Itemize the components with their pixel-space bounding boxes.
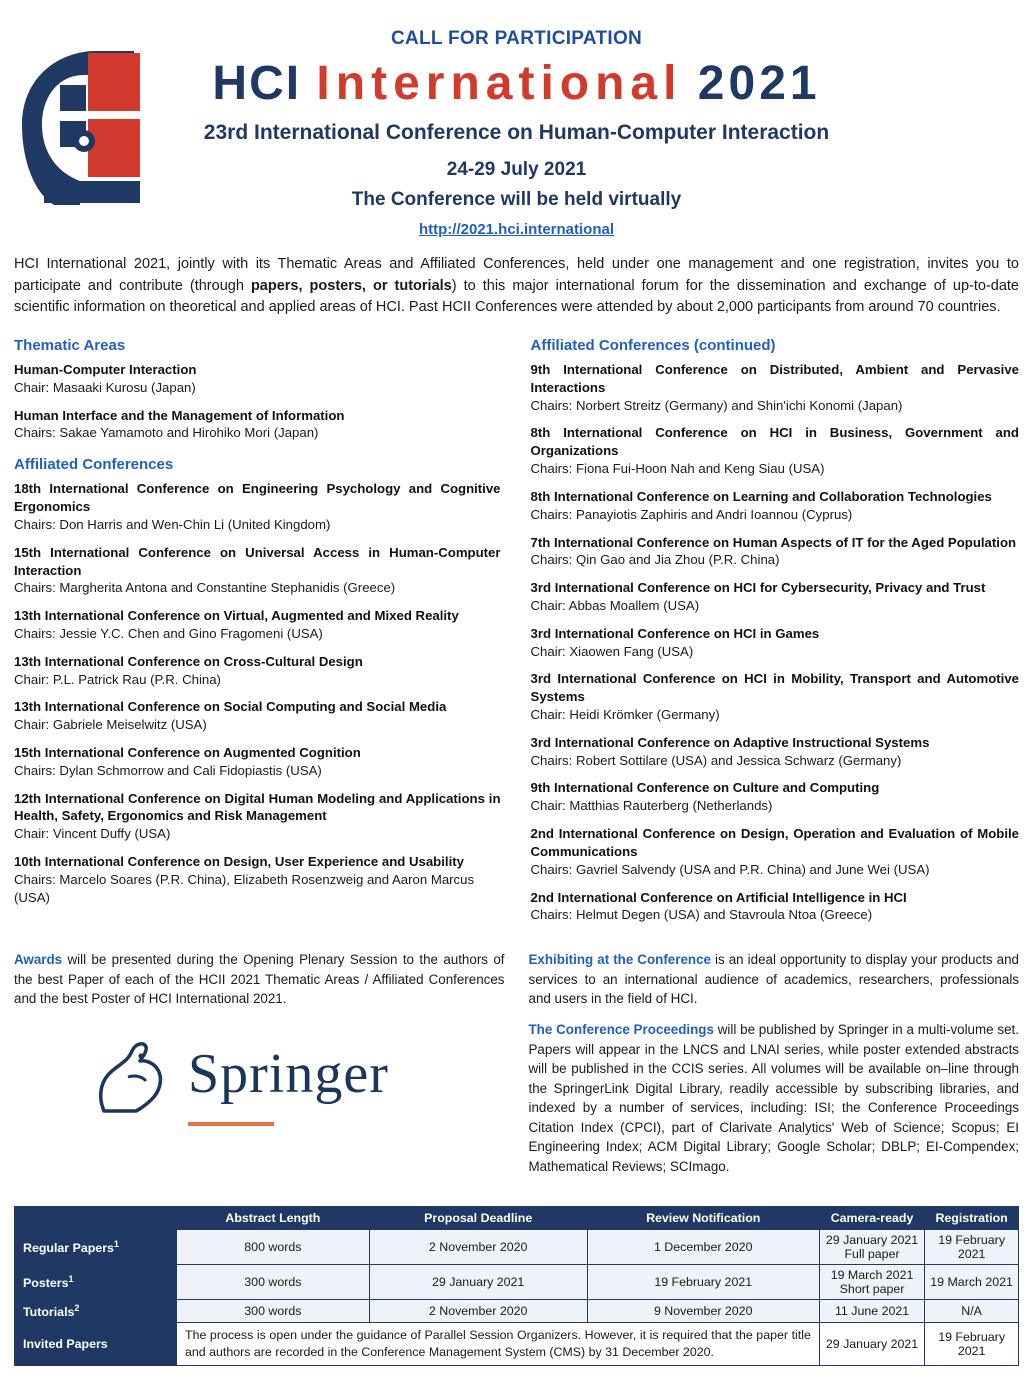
exhibiting-label: Exhibiting at the Conference	[528, 952, 711, 968]
cell-registration: 19 February 2021	[925, 1229, 1019, 1264]
title-year: 2021	[697, 57, 821, 110]
intro-part2: ) to this major international forum for the dissemination and exchange of up-to-date scientific information on theoretical and applied areas of HCI. Past HCII Conferences were attended by about 2,000 participants from around 70 countries.	[14, 277, 1019, 316]
table-row	[15, 1229, 1019, 1264]
conference-name: 13th International Conference on Virtual, Augmented and Mixed Reality	[14, 608, 459, 624]
conference-name: 7th International Conference on Human Aspects of IT for the Aged Population	[530, 534, 1017, 550]
list-item	[14, 790, 501, 843]
conference-name: 8th International Conference on HCI in Business, Government and Organizations	[530, 425, 1019, 459]
affiliated-conferences-continued-heading: Affiliated Conferences (continued)	[530, 337, 776, 355]
list-item	[531, 825, 1019, 878]
table-row	[15, 1264, 1019, 1299]
table-row	[15, 1299, 1019, 1322]
cell-review-notification: 1 December 2020	[587, 1229, 819, 1264]
cell-camera-ready: 11 June 2021	[819, 1299, 924, 1322]
cell-review-notification: 9 November 2020	[587, 1299, 819, 1322]
virtual-notice: The Conference will be held virtually	[351, 188, 682, 210]
conference-chair: Chairs: Don Harris and Wen-Chin Li (United Kingdom)	[14, 516, 331, 532]
conference-name: 8th International Conference on Learning and Collaboration Technologies	[530, 488, 992, 504]
conference-name: 2nd International Conference on Artificial Intelligence in HCI	[530, 889, 907, 905]
row-label-text: Regular Papers	[23, 1241, 114, 1256]
thematic-area-name: Human Interface and the Management of Information	[14, 407, 345, 423]
affiliated-conferences-heading: Affiliated Conferences	[14, 456, 174, 474]
conference-chair: Chairs: Gavriel Salvendy (USA and P.R. China) and June Wei (USA)	[530, 861, 930, 877]
proceedings-label: The Conference Proceedings	[528, 1022, 714, 1038]
cell-registration: N/A	[925, 1299, 1019, 1322]
cell-camera-ready: 19 March 2021 Short paper	[819, 1264, 924, 1299]
conference-name: 9th International Conference on Distributed, Ambient and Pervasive Interactions	[530, 362, 1019, 395]
cell-abstract-length: 300 words	[177, 1299, 370, 1322]
springer-horse-icon	[84, 1041, 174, 1119]
conference-chair: Chair: Xiaowen Fang (USA)	[530, 643, 694, 659]
list-item	[14, 853, 501, 906]
list-item	[531, 779, 1019, 815]
row-label-text: Posters	[23, 1276, 69, 1291]
proceedings-note	[529, 1020, 1020, 1176]
conference-columns	[14, 337, 1019, 934]
thematic-area-name: Human-Computer Interaction	[14, 362, 197, 378]
cell-proposal-deadline: 29 January 2021	[369, 1264, 587, 1299]
conference-chair: Chair: Abbas Moallem (USA)	[530, 597, 700, 613]
row-label-tutorials	[15, 1299, 177, 1322]
conference-chair: Chairs: Margherita Antona and Constantine Stephanidis (Greece)	[14, 580, 396, 596]
exhibiting-note	[529, 950, 1020, 1008]
row-label-regular-papers	[15, 1229, 177, 1264]
thematic-areas-heading: Thematic Areas	[14, 337, 126, 355]
list-item	[14, 607, 501, 643]
list-item	[14, 361, 501, 397]
thematic-area-chair: Chair: Masaaki Kurosu (Japan)	[14, 379, 196, 395]
row-label-sup: 1	[68, 1273, 74, 1284]
conference-chair: Chairs: Jessie Y.C. Chen and Gino Fragomeni (USA)	[14, 625, 323, 641]
conference-title	[14, 58, 1019, 111]
intro-paragraph	[14, 254, 1019, 319]
row-label-text: Tutorials	[23, 1305, 75, 1320]
cell-camera-ready: 29 January 2021 Full paper	[819, 1229, 924, 1264]
thematic-area-chair: Chairs: Sakae Yamamoto and Hirohiko Mori (Japan)	[14, 425, 319, 441]
conference-name: 3rd International Conference on HCI for Cybersecurity, Privacy and Trust	[530, 580, 986, 596]
row-label-sup: 1	[113, 1238, 119, 1249]
conference-chair: Chair: Gabriele Meiselwitz (USA)	[14, 717, 207, 733]
conference-chair: Chairs: Robert Sottilare (USA) and Jessica Schwarz (Germany)	[530, 752, 902, 768]
notes-section	[14, 950, 1019, 1188]
list-item	[14, 407, 501, 443]
table-row	[15, 1323, 1019, 1365]
cell-abstract-length: 300 words	[177, 1264, 370, 1299]
conference-name: 18th International Conference on Engineering Psychology and Cognitive Ergonomics	[14, 481, 501, 515]
conference-name: 9th International Conference on Culture and Computing	[530, 780, 880, 796]
left-column	[14, 337, 505, 934]
conference-name: 3rd International Conference on HCI in Mobility, Transport and Automotive Systems	[530, 671, 1019, 705]
conference-name: 10th International Conference on Design, User Experience and Usability	[14, 854, 464, 870]
list-item	[531, 579, 1019, 615]
row-label-posters	[15, 1264, 177, 1299]
conference-name: 12th International Conference on Digital Human Modeling and Applications in Health, Safety, Ergonomics and Risk Management	[14, 790, 501, 824]
exhibiting-text: is an ideal opportunity to display your products and services to an international audience of academics, researchers, professionals and users in the field of HCI.	[528, 952, 1019, 1007]
list-item	[531, 625, 1019, 661]
conference-chair: Chairs: Norbert Streitz (Germany) and Shin'ichi Konomi (Japan)	[530, 397, 903, 413]
awards-text: will be presented during the Opening Plenary Session to the authors of the best Paper of each of the HCII 2021 Thematic Areas / Affiliated Conferences and the best Poster of HCI International 2021.	[14, 952, 505, 1007]
list-item	[531, 889, 1019, 925]
conference-chair: Chairs: Dylan Schmorrow and Cali Fidopiastis (USA)	[14, 762, 322, 778]
conference-chair: Chairs: Helmut Degen (USA) and Stavroula Ntoa (Greece)	[530, 907, 873, 923]
title-hci: HCI	[212, 57, 302, 110]
deadlines-table	[14, 1206, 1019, 1366]
cell-proposal-deadline: 2 November 2020	[369, 1299, 587, 1322]
list-item	[14, 480, 501, 533]
intro-part1: HCI International 2021, jointly with its Thematic Areas and Affiliated Conferences, held under one management and one registration, invites you to participate and contribute (through	[14, 255, 1019, 294]
hcii-logo	[14, 45, 154, 210]
conference-chair: Chair: Vincent Duffy (USA)	[14, 826, 171, 842]
list-item	[14, 698, 501, 734]
conference-name: 13th International Conference on Social Computing and Social Media	[14, 699, 447, 715]
springer-logo	[14, 1034, 505, 1125]
title-international: International	[316, 57, 683, 110]
conference-chair: Chairs: Qin Gao and Jia Zhou (P.R. China)	[530, 552, 780, 568]
conference-website-link[interactable]: http://2021.hci.international	[418, 220, 615, 238]
conference-dates: 24-29 July 2021	[446, 158, 587, 180]
conference-subtitle: 23rd International Conference on Human-Computer Interaction	[203, 120, 830, 144]
conference-chair: Chairs: Panayiotis Zaphiris and Andri Ioannou (Cyprus)	[530, 506, 853, 522]
column-header-camera-ready: Camera-ready	[819, 1206, 924, 1229]
conference-title-block	[14, 58, 1019, 238]
list-item	[14, 744, 501, 780]
conference-name: 3rd International Conference on HCI in Games	[530, 625, 820, 641]
call-for-participation-heading: CALL FOR PARTICIPATION	[390, 28, 643, 49]
conference-name: 15th International Conference on Augmented Cognition	[14, 745, 361, 761]
list-item	[531, 534, 1019, 570]
conference-name: 2nd International Conference on Design, Operation and Evaluation of Mobile Communications	[530, 826, 1019, 859]
list-item	[531, 361, 1019, 414]
awards-note	[14, 950, 505, 1188]
table-header-row	[15, 1206, 1019, 1229]
row-label-sup: 2	[74, 1302, 80, 1313]
cell-invited-camera-ready: 29 January 2021	[819, 1323, 924, 1365]
conference-chair: Chair: Matthias Rauterberg (Netherlands)	[530, 798, 773, 814]
cell-review-notification: 19 February 2021	[587, 1264, 819, 1299]
list-item	[531, 488, 1019, 524]
springer-underline	[188, 1122, 274, 1126]
column-header-review-notification: Review Notification	[587, 1206, 819, 1229]
deadlines-table-wrap	[14, 1206, 1019, 1366]
cell-proposal-deadline: 2 November 2020	[369, 1229, 587, 1264]
cell-invited-registration: 19 February 2021	[925, 1323, 1019, 1365]
cell-abstract-length: 800 words	[177, 1229, 370, 1264]
document-header	[0, 0, 1033, 238]
column-header-blank	[15, 1206, 177, 1229]
list-item	[14, 653, 501, 689]
column-header-registration: Registration	[925, 1206, 1019, 1229]
right-column	[529, 337, 1019, 934]
conference-name: 13th International Conference on Cross-Cultural Design	[14, 653, 363, 669]
awards-label: Awards	[14, 952, 63, 968]
column-header-proposal-deadline: Proposal Deadline	[369, 1206, 587, 1229]
proceedings-text: will be published by Springer in a multi-volume set. Papers will appear in the LNCS and LNAI series, while poster extended abstracts will be published in the CCIS series. All volumes will be available on–line through the SpringerLink Digital Library, readily accessible by subscribing libraries, and indexed by a number of services, including: ISI; the Conference Proceedings Citation Index (CPCI), part of Clarivate Analytics' Web of Science; Scopus; EI Engineering Index; ACM Digital Library; Google Scholar; DBLP; EI-Compendex; Mathematical Reviews; SCImago.	[528, 1022, 1019, 1174]
list-item	[531, 424, 1019, 477]
cell-registration: 19 March 2021	[925, 1264, 1019, 1299]
right-notes	[529, 950, 1020, 1188]
conference-chair: Chair: P.L. Patrick Rau (P.R. China)	[14, 671, 221, 687]
list-item	[14, 544, 501, 597]
column-header-abstract-length: Abstract Length	[177, 1206, 370, 1229]
conference-chair: Chair: Heidi Krömker (Germany)	[530, 707, 720, 723]
conference-name: 3rd International Conference on Adaptive Instructional Systems	[530, 734, 930, 750]
list-item	[531, 670, 1019, 723]
cell-invited-note: The process is open under the guidance of Parallel Session Organizers. However, it is required that the paper title and authors are recorded in the Conference Management System (CMS) by 31 December 2020.	[177, 1323, 820, 1365]
springer-wordmark: Springer	[188, 1043, 389, 1106]
conference-name: 15th International Conference on Universal Access in Human-Computer Interaction	[14, 544, 501, 578]
conference-chair: Chairs: Fiona Fui-Hoon Nah and Keng Siau (USA)	[530, 461, 825, 477]
intro-bold: papers, posters, or tutorials	[250, 277, 452, 294]
row-label-invited-papers: Invited Papers	[15, 1323, 177, 1365]
conference-chair: Chairs: Marcelo Soares (P.R. China), Elizabeth Rosenzweig and Aaron Marcus (USA)	[14, 871, 475, 905]
list-item	[531, 734, 1019, 770]
